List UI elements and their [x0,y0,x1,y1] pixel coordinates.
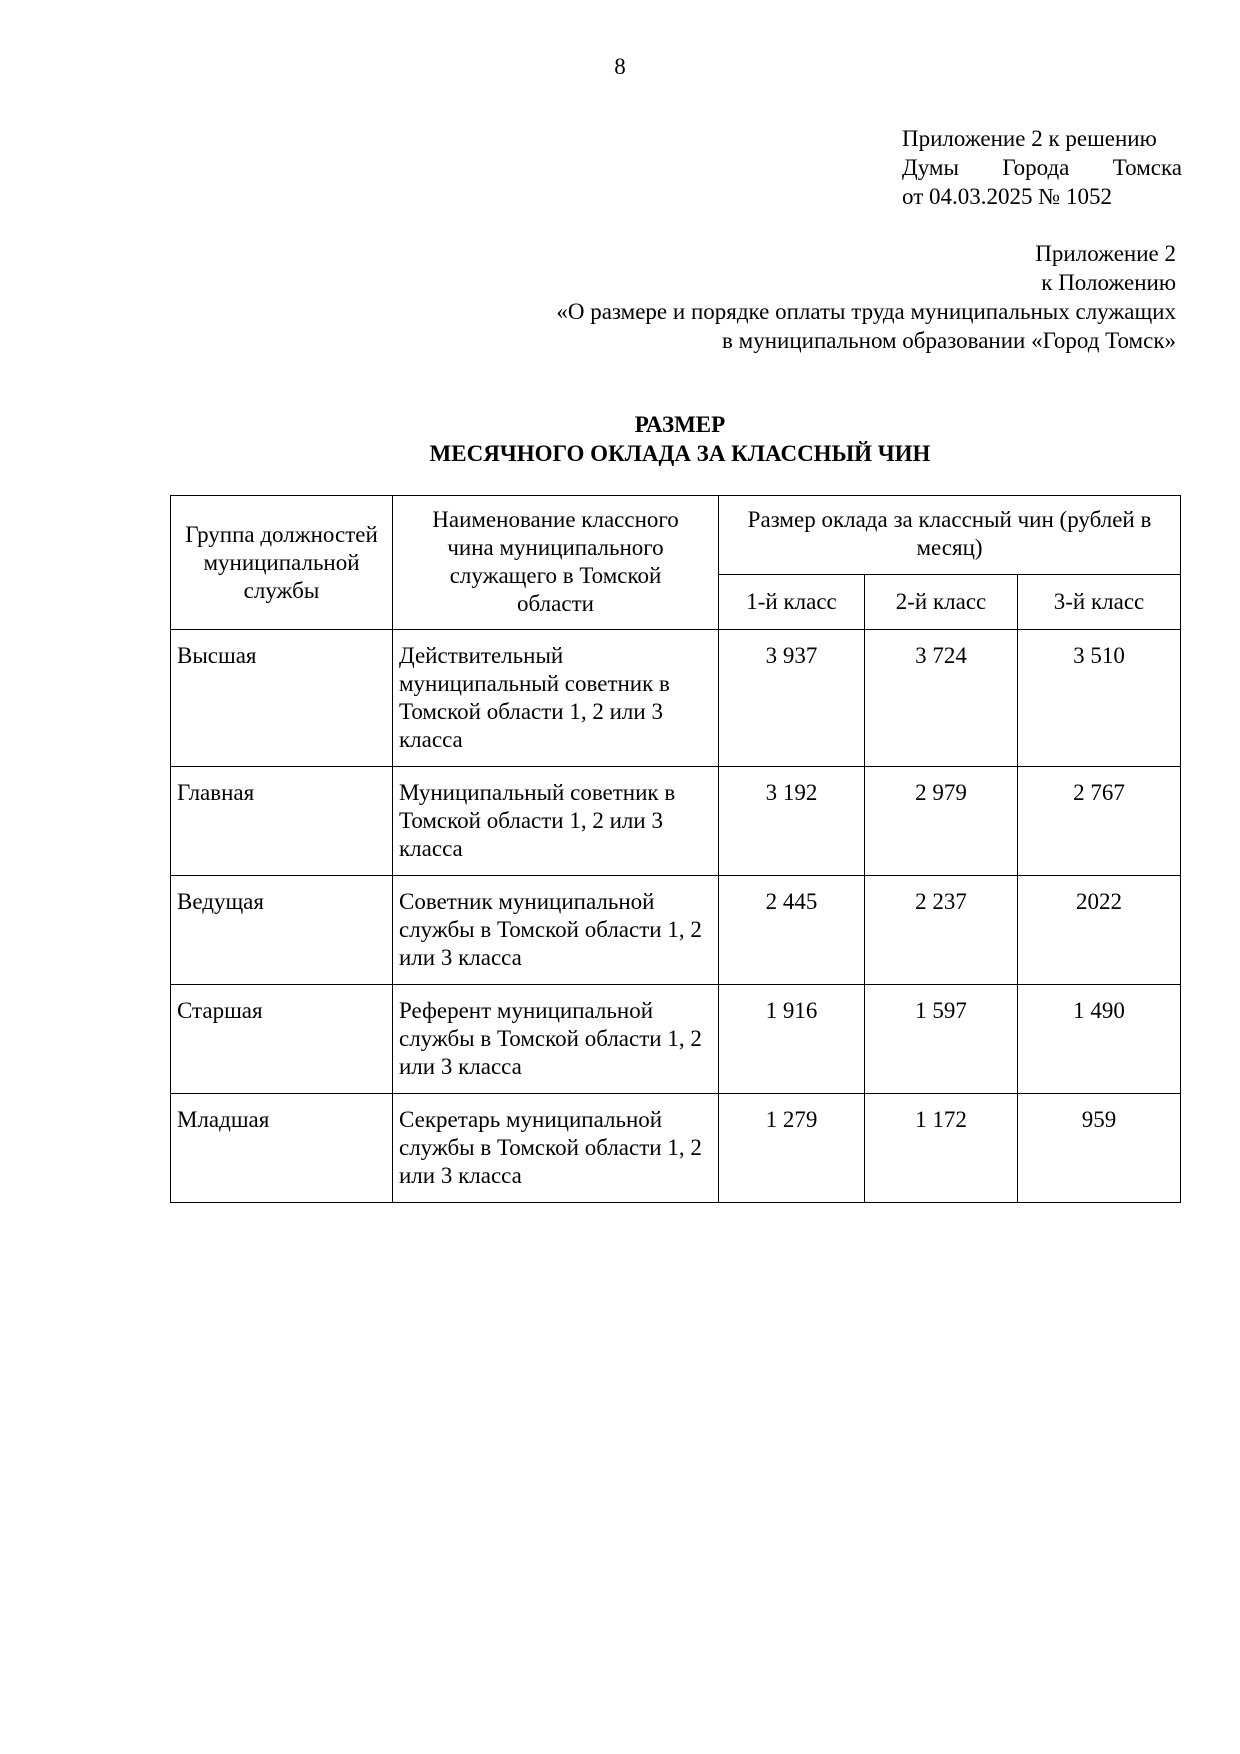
regulation-appendix-note [276,239,1176,355]
class-3-value: 3 510 [1018,630,1181,767]
class-1-value: 2 445 [719,876,865,985]
document-title [0,410,1240,468]
rank-name-cell: Референт муниципальной службы в Томской области 1, 2 или 3 класса [393,985,719,1094]
table-row [171,630,1181,767]
header-group-line: Группа должностей [185,521,378,547]
table-row [171,985,1181,1094]
rank-name-cell: Советник муниципальной службы в Томской области 1, 2 или 3 класса [393,876,719,985]
table-row [171,876,1181,985]
decision-line-2: Думы Города Томска [902,155,1182,180]
decision-line-3: от 04.03.2025 № 1052 [902,184,1112,209]
class-3-value: 2 767 [1018,767,1181,876]
header-size-line: Размер оклада за классный чин (рублей в [747,507,1152,532]
header-group-line: муниципальной [203,549,360,575]
class-2-value: 3 724 [865,630,1018,767]
regulation-line-2: к Положению [1041,270,1176,295]
group-cell: Младшая [171,1094,393,1203]
header-class-2: 2-й класс [865,575,1018,630]
table-header-row [171,496,1181,575]
rank-name-cell: Действительный муниципальный советник в Томской области 1, 2 или 3 класса [393,630,719,767]
class-2-value: 1 597 [865,985,1018,1094]
decision-appendix-note [902,124,1182,211]
header-group [171,496,393,630]
group-cell: Ведущая [171,876,393,985]
regulation-line-3: «О размере и порядке оплаты труда муниципальных служащих [556,299,1176,324]
class-3-value: 1 490 [1018,985,1181,1094]
class-2-value: 2 979 [865,767,1018,876]
header-salary-size [719,496,1181,575]
group-cell: Главная [171,767,393,876]
class-1-value: 1 279 [719,1094,865,1203]
table-row [171,767,1181,876]
rank-name-cell: Муниципальный советник в Томской области 1, 2 или 3 класса [393,767,719,876]
header-class-1: 1-й класс [719,575,865,630]
regulation-line-1: Приложение 2 [1035,241,1176,266]
class-2-value: 2 237 [865,876,1018,985]
header-name-line: области [517,591,594,616]
group-cell: Высшая [171,630,393,767]
header-name-line: Наименование классного [432,507,679,532]
table-row [171,1094,1181,1203]
class-3-value: 959 [1018,1094,1181,1203]
class-3-value: 2022 [1018,876,1181,985]
class-2-value: 1 172 [865,1094,1018,1203]
header-group-line: службы [243,577,320,603]
header-size-line: месяц) [916,535,983,560]
class-1-value: 3 192 [719,767,865,876]
title-line-1: РАЗМЕР [634,412,726,437]
class-1-value: 1 916 [719,985,865,1094]
header-name-line: чина муниципального [447,535,664,560]
page-number: 8 [614,54,626,79]
class-1-value: 3 937 [719,630,865,767]
salary-table [170,495,1181,1203]
title-line-2: МЕСЯЧНОГО ОКЛАДА ЗА КЛАССНЫЙ ЧИН [429,441,931,466]
header-rank-name [393,496,719,630]
regulation-line-4: в муниципальном образовании «Город Томск» [722,328,1176,353]
header-name-line: служащего в Томской [449,563,662,588]
decision-line-1: Приложение 2 к решению [902,126,1157,151]
group-cell: Старшая [171,985,393,1094]
header-class-3: 3-й класс [1018,575,1181,630]
rank-name-cell: Секретарь муниципальной службы в Томской области 1, 2 или 3 класса [393,1094,719,1203]
